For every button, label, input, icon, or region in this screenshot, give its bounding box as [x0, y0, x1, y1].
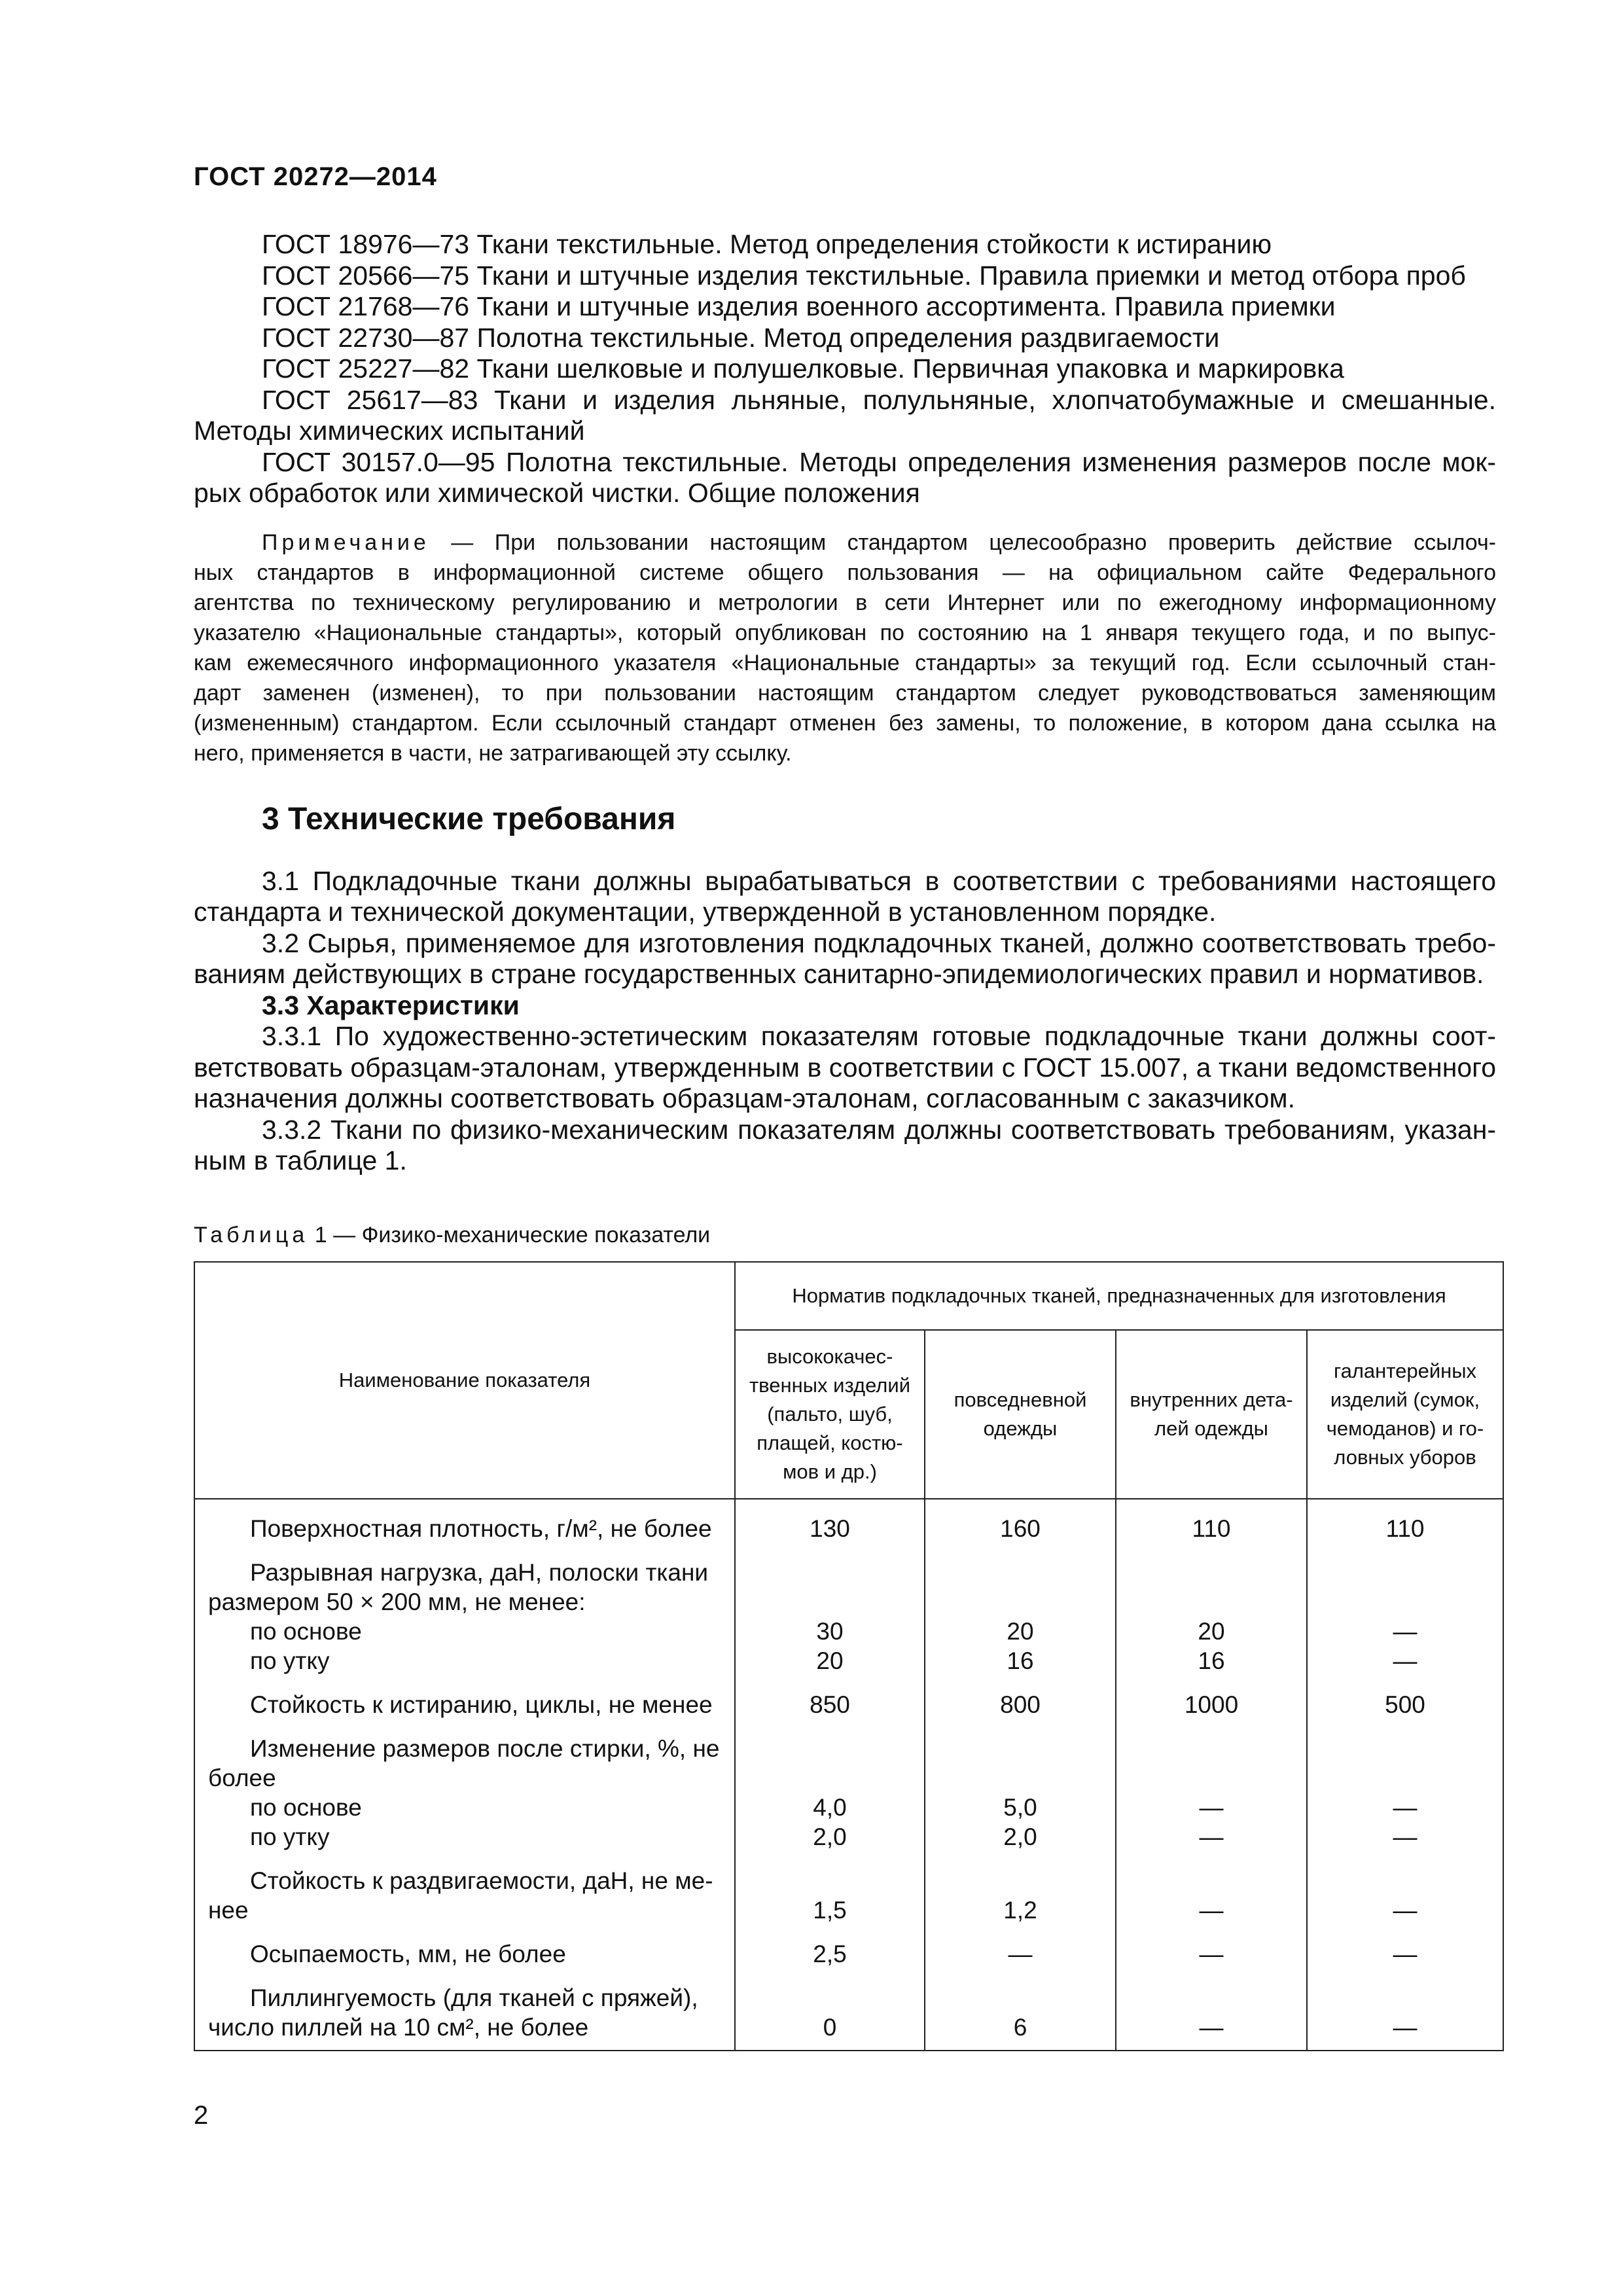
table-row: по основе 30 20 20 —	[194, 1617, 1503, 1646]
reference-line: ГОСТ 18976—73 Ткани текстильные. Метод определения стойкости к истиранию	[262, 229, 1272, 259]
note-line: кам ежемесячного информационного указателя «Национальные стандарты» за текущий год. Если ссылочный стан-	[194, 650, 1496, 675]
page-content	[194, 229, 1496, 2051]
paragraph-line: стандарта и технической документации, утвержденной в установленном порядке.	[194, 897, 1217, 927]
section-title: 3 Технические требования	[262, 801, 676, 836]
table-row: Разрывная нагрузка, даН, полоски ткани размером 50 × 200 мм, не менее:	[194, 1543, 1503, 1617]
reference-line: ГОСТ 30157.0—95 Полотна текстильные. Методы определения изменения размеров после мок-	[262, 446, 1496, 477]
table-row: по утку 20 16 16 —	[194, 1646, 1503, 1676]
reference-line: рых обработок или химической чистки. Общие положения	[194, 478, 920, 508]
reference-line: ГОСТ 25617—83 Ткани и изделия льняные, полульняные, хлопчатобумажные и смешанные.	[262, 384, 1496, 415]
table-row: Стойкость к раздвигаемости, даН, не ме- нее 1,5 1,2 — —	[194, 1852, 1503, 1925]
subsection-heading: 3.3 Характеристики	[262, 990, 520, 1020]
header-col-3: внутренних дета- лей одежды	[1116, 1330, 1307, 1499]
header-norm-group: Норматив подкладочных тканей, предназначенных для изготовления	[735, 1262, 1503, 1330]
paragraph-line: 3.3.1 По художественно-эстетическим показателям готовые подкладочные ткани должны соот-	[262, 1021, 1496, 1051]
paragraph-line: 3.2 Сырья, применяемое для изготовления подкладочных тканей, должно соответствовать требо-	[262, 927, 1496, 958]
note-line: Примечание — При пользовании настоящим стандартом целесообразно проверить действие ссылоч-	[262, 529, 1496, 555]
document-code: ГОСТ 20272—2014	[194, 162, 437, 191]
reference-line: ГОСТ 20566—75 Ткани и штучные изделия текстильные. Правила приемки и метод отбора проб	[262, 260, 1466, 291]
header-col-4: галантерейных изделий (сумок, чемоданов) и го- ловных уборов	[1307, 1330, 1503, 1499]
paragraph-line: 3.3.2 Ткани по физико-механическим показателям должны соответствовать требованиям, указан-	[262, 1114, 1496, 1145]
note-label: Примечание	[262, 529, 430, 555]
table-row: по утку 2,0 2,0 — —	[194, 1822, 1503, 1852]
header-indicator-name: Наименование показателя	[194, 1262, 735, 1499]
paragraph-line: назначения должны соответствовать образцам-эталонам, согласованным с заказчиком.	[194, 1083, 1295, 1113]
note-line: агентства по техническому регулированию и метрологии в сети Интернет или по ежегодному информационному	[194, 590, 1496, 615]
note-line: указателю «Национальные стандарты», который опубликован по состоянию на 1 января текущего года, и по выпус-	[194, 620, 1496, 645]
note-line: него, применяется в части, не затрагивающей эту ссылку.	[194, 740, 792, 766]
table-row: Поверхностная плотность, г/м², не более 130 160 110 110	[194, 1499, 1503, 1543]
paragraph-line: ветствовать образцам-эталонам, утвержденным в соответствии с ГОСТ 15.007, а ткани ведомственного	[194, 1052, 1496, 1083]
page-number: 2	[194, 2101, 209, 2130]
reference-line: ГОСТ 21768—76 Ткани и штучные изделия военного ассортимента. Правила приемки	[262, 291, 1336, 321]
table-caption: Таблица 1 — Физико-механические показатели	[194, 1222, 711, 1247]
physical-properties-table	[194, 1261, 1504, 2051]
note-line: дарт заменен (изменен), то при пользовании настоящим стандартом следует руководствоваться заменяющим	[194, 680, 1496, 706]
header-col-2: повседневной одежды	[925, 1330, 1116, 1499]
table-row: Изменение размеров после стирки, %, не более	[194, 1719, 1503, 1793]
reference-line: ГОСТ 22730—87 Полотна текстильные. Метод определения раздвигаемости	[262, 322, 1220, 353]
note-line: (измененным) стандартом. Если ссылочный стандарт отменен без замены, то положение, в котором дана ссылка на	[194, 710, 1496, 736]
table-row: Пиллингуемость (для тканей с пряжей), число пиллей на 10 см², не более 0 6 — —	[194, 1969, 1503, 2051]
paragraph-line: ным в таблице 1.	[194, 1145, 407, 1175]
table-row: по основе 4,0 5,0 — —	[194, 1793, 1503, 1822]
table-row: Стойкость к истиранию, циклы, не менее 850 800 1000 500	[194, 1676, 1503, 1719]
paragraph-line: 3.1 Подкладочные ткани должны вырабатываться в соответствии с требованиями настоящего	[262, 865, 1496, 896]
table-row: Осыпаемость, мм, не более 2,5 — — —	[194, 1925, 1503, 1969]
note-line: ных стандартов в информационной системе общего пользования — на официальном сайте Федерального	[194, 560, 1496, 585]
header-col-1: высококачес- твенных изделий (пальто, шуб, плащей, костю- мов и др.)	[735, 1330, 925, 1499]
reference-line: ГОСТ 25227—82 Ткани шелковые и полушелковые. Первичная упаковка и маркировка	[262, 353, 1344, 384]
note-block	[194, 528, 1496, 768]
reference-line: Методы химических испытаний	[194, 416, 585, 446]
paragraph-line: ваниям действующих в стране государственных санитарно-эпидемиологических правил и нормативов.	[194, 959, 1484, 989]
